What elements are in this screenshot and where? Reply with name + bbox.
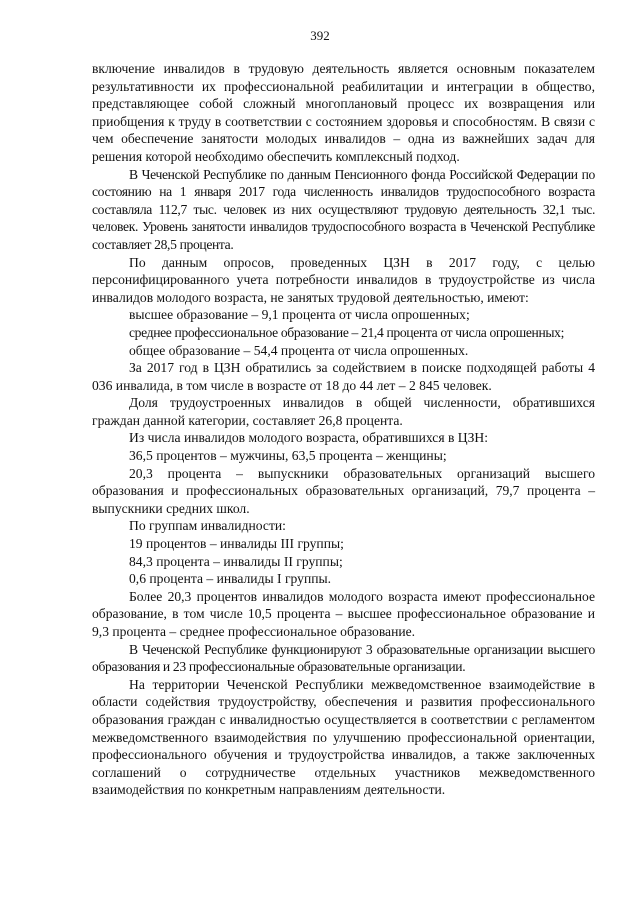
paragraph-applications-2017: За 2017 год в ЦЗН обратились за содействием в поиске подходящей работы 4 036 инвалида, в том числе в возрасте от 18 до 44 лет – 2 845 человек. [92, 360, 595, 393]
paragraph-pension-fund: В Чеченской Республике по данным Пенсионного фонда Российской Федерации по состоянию на 1 января 2017 года численность инвалидов трудоспособного возраста составляла 112,7 тыс. человек из них осуществляют трудовую деятельность 32,1 тыс. человек. Уровень занятости инвалидов трудоспособного возраста в Чеченской Республике составляет 28,5 процента. [92, 166, 595, 252]
list-item-higher-education: высшее образование – 9,1 процента от числа опрошенных; [129, 307, 470, 323]
list-item-gender: 36,5 процентов – мужчины, 63,5 процента – женщины; [129, 448, 447, 464]
paragraph-young-applicants: Из числа инвалидов молодого возраста, обратившихся в ЦЗН: [129, 430, 489, 446]
paragraph-professional-education: Более 20,3 процентов инвалидов молодого возраста имеют профессиональное образование, в том числе 10,5 процента – высшее профессиональное образование и 9,3 процента – среднее профессиональное образование. [92, 588, 595, 639]
list-item-group-3: 19 процентов – инвалиды III группы; [129, 536, 344, 552]
list-item-graduates: 20,3 процента – выпускники образовательных организаций высшего образования и профессиональных образовательных организаций, 79,7 процента – выпускники средних школ. [92, 465, 595, 516]
list-item-general-education: общее образование – 54,4 процента от числа опрошенных. [129, 342, 469, 358]
document-body [92, 60, 595, 799]
list-item-group-1: 0,6 процента – инвалиды I группы. [129, 571, 332, 587]
paragraph-survey: По данным опросов, проведенных ЦЗН в 2017 году, с целью персонифицированного учета потребности инвалидов в трудоустройстве из числа инвалидов молодого возраста, не занятых трудовой деятельностью, имеют: [92, 254, 595, 305]
paragraph-educational-organizations: В Чеченской Республике функционируют 3 образовательные организации высшего образования и 23 профессиональные образовательные организации. [92, 641, 595, 675]
list-item-group-2: 84,3 процента – инвалиды II группы; [129, 553, 343, 569]
page-number: 392 [310, 28, 330, 43]
paragraph-interagency-cooperation: На территории Чеченской Республики межведомственное взаимодействие в области содействия трудоустройству, обеспечения и развития профессионального образования граждан с инвалидностью осуществляется в соответствии с регламентом межведомственного взаимодействия по улучшению профессиональной ориентации, профессионального обучения и трудоустройства инвалидов, а также заключенных соглашений о сотрудничестве отдельных участников межведомственного взаимодействия по конкретным направлениям деятельности. [92, 676, 595, 798]
list-item-secondary-vocational: среднее профессиональное образование – 21,4 процента от числа опрошенных; [129, 324, 565, 340]
paragraph-disability-groups: По группам инвалидности: [129, 518, 286, 534]
paragraph-intro: включение инвалидов в трудовую деятельность является основным показателем результативности их профессиональной реабилитации и интеграции в общество, представляющее собой сложный многоплановый процесс их возвращения или приобщения к труду в соответствии с состоянием здоровья и способностям. В связи с чем обеспечение занятости молодых инвалидов – одна из важнейших задач для решения которой необходимо обеспечить комплексный подход. [92, 61, 595, 164]
paragraph-employed-share: Доля трудоустроенных инвалидов в общей численности, обратившихся граждан данной категории, составляет 26,8 процента. [92, 395, 595, 428]
